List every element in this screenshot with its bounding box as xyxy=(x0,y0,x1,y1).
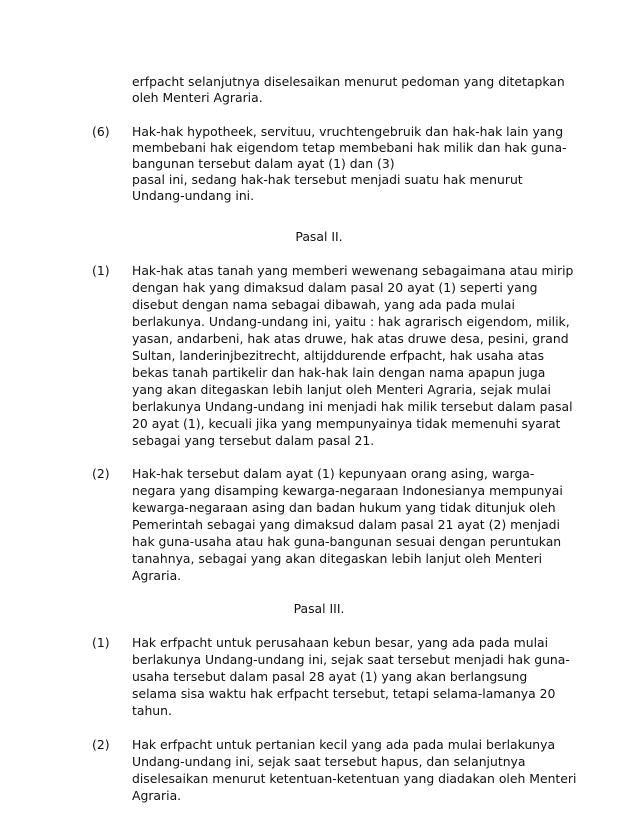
text-line: erfpacht selanjutnya diselesaikan menurut pedoman yang ditetapkan xyxy=(132,74,565,89)
text-line: Hak-hak hypotheek, servituu, vruchtengebruik dan hak-hak lain yang xyxy=(132,124,564,139)
text-line: negara yang disamping kewarga-negaraan Indonesianya mempunyai xyxy=(132,483,563,498)
paragraph-number: (1) xyxy=(92,635,110,650)
paragraph-number: (1) xyxy=(92,263,110,278)
text-line: dengan hak yang dimaksud dalam pasal 20 ayat (1) seperti yang xyxy=(132,280,538,295)
text-line: berlakunya Undang-undang ini menjadi hak milik tersebut dalam pasal xyxy=(132,399,573,414)
text-line: Hak-hak tersebut dalam ayat (1) kepunyaan orang asing, warga- xyxy=(132,466,535,481)
pasal-2-heading: Pasal II. xyxy=(295,229,343,244)
text-line: yasan, andarbeni, hak atas druwe, hak atas druwe desa, pesini, grand xyxy=(132,331,569,346)
text-line: diselesaikan menurut ketentuan-ketentuan yang diadakan oleh Menteri xyxy=(132,771,577,786)
text-line: Agraria. xyxy=(132,788,182,803)
pasal-3-heading: Pasal III. xyxy=(293,601,345,616)
text-line: Undang-undang ini, sejak saat tersebut hapus, dan selanjutnya xyxy=(132,754,526,769)
text-line: disebut dengan nama sebagai dibawah, yang ada pada mulai xyxy=(132,297,515,312)
text-line: kewarga-negaraan asing dan badan hukum yang tidak ditunjuk oleh xyxy=(132,500,556,515)
text-line: membebani hak eigendom tetap membebani hak milik dan hak guna- xyxy=(132,140,567,155)
text-line: Pemerintah sebagai yang dimaksud dalam pasal 21 ayat (2) menjadi xyxy=(132,517,560,532)
text-line: selama sisa waktu hak erfpacht tersebut, tetapi selama-lamanya 20 xyxy=(132,686,556,701)
text-line: usaha tersebut dalam pasal 28 ayat (1) yang akan berlangsung xyxy=(132,669,528,684)
text-line: pasal ini, sedang hak-hak tersebut menjadi suatu hak menurut xyxy=(132,172,523,187)
text-line: Hak erfpacht untuk pertanian kecil yang ada pada mulai berlakunya xyxy=(132,737,556,752)
text-line: bangunan tersebut dalam ayat (1) dan (3) xyxy=(132,156,395,171)
text-line: sebagai yang tersebut dalam pasal 21. xyxy=(132,433,375,448)
text-line: hak guna-usaha atau hak guna-bangunan sesuai dengan peruntukan xyxy=(132,534,562,549)
text-line: tahun. xyxy=(132,703,172,718)
text-line: Undang-undang ini. xyxy=(132,188,255,203)
paragraph-number: (2) xyxy=(92,737,110,752)
paragraph-number: (2) xyxy=(92,466,110,481)
text-line: 20 ayat (1), kecuali jika yang mempunyainya tidak memenuhi syarat xyxy=(132,416,561,431)
text-line: yang akan ditegaskan lebih lanjut oleh Menteri Agraria, sejak mulai xyxy=(132,382,551,397)
text-line: berlakunya Undang-undang ini, sejak saat tersebut menjadi hak guna- xyxy=(132,652,570,667)
text-line: Sultan, landerinjbezitrecht, altijddurende erfpacht, hak usaha atas xyxy=(132,348,545,363)
text-line: Hak-hak atas tanah yang memberi wewenang sebagaimana atau mirip xyxy=(132,263,574,278)
text-line: Hak erfpacht untuk perusahaan kebun besar, yang ada pada mulai xyxy=(132,635,549,650)
text-line: tanahnya, sebagai yang akan ditegaskan lebih lanjut oleh Menteri xyxy=(132,551,543,566)
text-line: bekas tanah partikelir dan hak-hak lain dengan nama apapun juga xyxy=(132,365,546,380)
text-line: berlakunya. Undang-undang ini, yaitu : hak agrarisch eigendom, milik, xyxy=(132,314,570,329)
text-line: oleh Menteri Agraria. xyxy=(132,90,263,105)
paragraph-number: (6) xyxy=(92,124,110,139)
text-line: Agraria. xyxy=(132,568,182,583)
